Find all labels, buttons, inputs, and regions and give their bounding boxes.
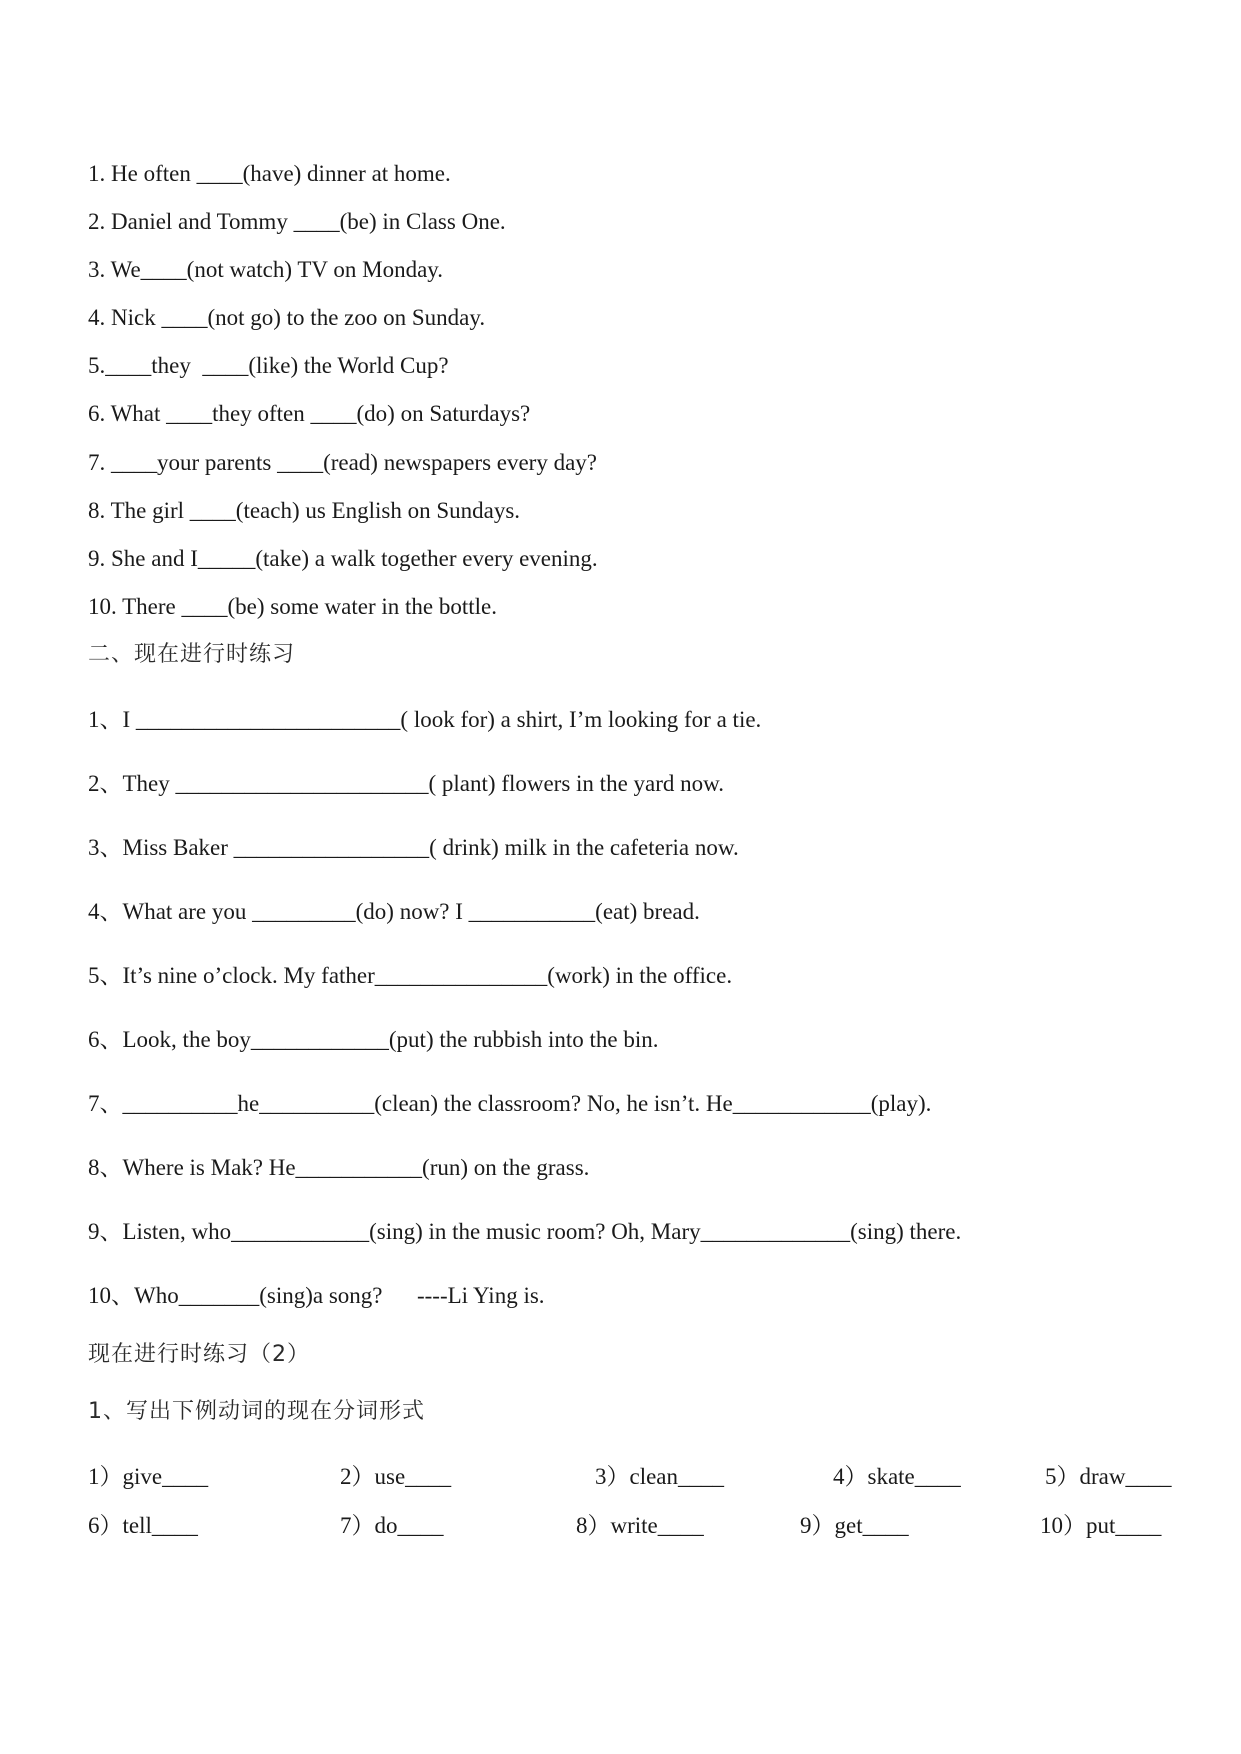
exercise-2-item-6: 6、Look, the boy____________(put) the rubbish into the bin. [88,1027,659,1052]
section-2-heading: 二、现在进行时练习 [88,642,296,667]
exercise-2-item-7: 7、__________he__________(clean) the classroom? No, he isn’t. He____________(play). [88,1091,932,1116]
exercise-2-item-2: 2、They ______________________( plant) flowers in the yard now. [88,771,725,796]
exercise-1-item-6: 6. What ____they often ____(do) on Saturdays? [88,401,531,426]
verb-item-4: 4）skate____ [833,1464,961,1489]
exercise-1-item-5: 5.____they ____(like) the World Cup? [88,353,449,378]
verb-item-1: 1）give____ [88,1464,209,1489]
exercise-2-item-5: 5、It’s nine o’clock. My father_______________(work) in the office. [88,963,733,988]
exercise-1-item-1: 1. He often ____(have) dinner at home. [88,161,451,186]
exercise-1-item-4: 4. Nick ____(not go) to the zoo on Sunday. [88,305,486,330]
exercise-1-item-10: 10. There ____(be) some water in the bottle. [88,594,497,619]
exercise-2-item-1: 1、I _______________________( look for) a shirt, I’m looking for a tie. [88,707,762,732]
section-3-subheading: 1、写出下例动词的现在分词形式 [88,1399,425,1424]
verb-item-10: 10）put____ [1040,1513,1162,1538]
exercise-1-item-3: 3. We____(not watch) TV on Monday. [88,257,444,282]
verb-item-6: 6）tell____ [88,1513,198,1538]
exercise-2-item-4: 4、What are you _________(do) now? I ___________(eat) bread. [88,899,700,924]
verb-item-7: 7）do____ [340,1513,444,1538]
exercise-2-item-3: 3、Miss Baker _________________( drink) milk in the cafeteria now. [88,835,739,860]
exercise-1-item-8: 8. The girl ____(teach) us English on Sundays. [88,498,521,523]
verb-item-2: 2）use____ [340,1464,452,1489]
verb-item-3: 3）clean____ [595,1464,725,1489]
section-3-heading: 现在进行时练习（2） [88,1342,310,1367]
exercise-2-item-10: 10、Who_______(sing)a song? ----Li Ying is. [88,1283,545,1308]
exercise-1-item-2: 2. Daniel and Tommy ____(be) in Class One. [88,209,506,234]
exercise-1-item-9: 9. She and I_____(take) a walk together every evening. [88,546,598,571]
verb-item-8: 8）write____ [576,1513,704,1538]
exercise-2-item-8: 8、Where is Mak? He___________(run) on the grass. [88,1155,590,1180]
exercise-2-item-9: 9、Listen, who____________(sing) in the music room? Oh, Mary_____________(sing) there. [88,1219,962,1244]
verb-item-9: 9）get____ [800,1513,909,1538]
verb-item-5: 5）draw____ [1045,1464,1172,1489]
exercise-1-item-7: 7. ____your parents ____(read) newspapers every day? [88,450,598,475]
